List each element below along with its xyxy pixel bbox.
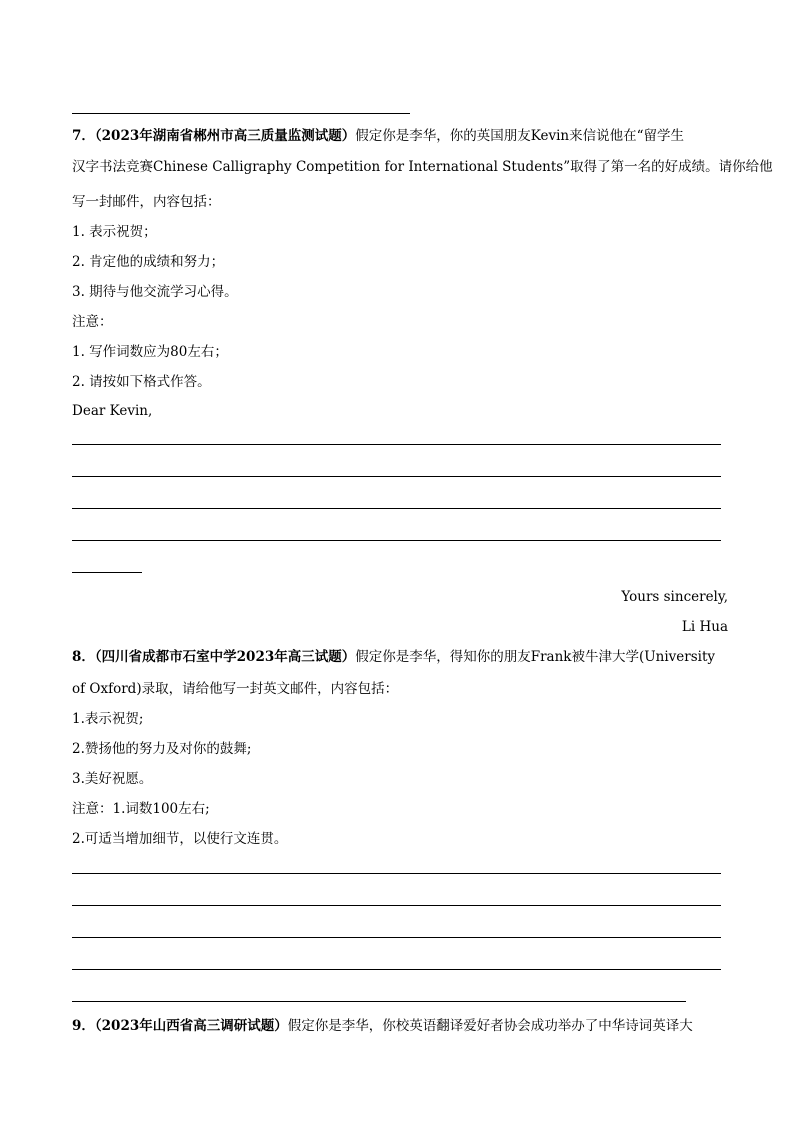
answer-line	[72, 444, 721, 445]
answer-line	[72, 937, 721, 938]
answer-line	[72, 476, 721, 477]
q8-number: 8．	[72, 649, 95, 665]
q8-text-1: 假定你是李华，得知你的朋友Frank被牛津大学(University	[355, 649, 716, 665]
q7-source: （2023年湖南省郴州市高三质量监测试题）	[94, 128, 356, 144]
q9-line-1	[72, 1016, 728, 1036]
q7-closing: Yours sincerely,	[621, 589, 728, 605]
q9-number: 9．	[72, 1018, 95, 1034]
q7-number: 7．	[72, 128, 95, 144]
answer-line	[72, 873, 721, 874]
q9-text-1: 假定你是李华，你校英语翻译爱好者协会成功举办了中华诗词英译大	[287, 1018, 693, 1034]
q7-note-label: 注意：	[72, 314, 113, 330]
q7-line-2: 汉字书法竞赛Chinese Calligraphy Competition for International Students”取得了第一名的好成绩。请你给他	[72, 159, 773, 175]
answer-line	[72, 905, 721, 906]
answer-line	[72, 1001, 686, 1002]
q8-line-1	[72, 647, 728, 667]
q7-point-2: 2. 肯定他的成绩和努力；	[72, 254, 225, 270]
q7-text-1: 假定你是李华，你的英国朋友Kevin来信说他在“留学生	[355, 128, 684, 144]
answer-line	[72, 508, 721, 509]
q8-point-3: 3.美好祝愿。	[72, 771, 153, 787]
answer-line	[72, 540, 721, 541]
q7-line-1	[72, 126, 728, 146]
q7-line-3: 写一封邮件，内容包括：	[72, 194, 221, 210]
answer-line	[72, 572, 142, 573]
q8-line-2: of Oxford)录取，请给他写一封英文邮件，内容包括：	[72, 681, 399, 697]
q7-salutation: Dear Kevin,	[72, 403, 153, 419]
answer-line	[72, 969, 721, 970]
q8-point-2: 2.赞扬他的努力及对你的鼓舞;	[72, 741, 252, 757]
q8-note-2: 2.可适当增加细节，以使行文连贯。	[72, 831, 288, 847]
q8-point-1: 1.表示祝贺;	[72, 711, 144, 727]
q7-point-1: 1. 表示祝贺；	[72, 224, 157, 240]
q7-note-2: 2. 请按如下格式作答。	[72, 374, 211, 390]
q8-note-1: 注意：1.词数100左右;	[72, 801, 210, 817]
answer-line	[72, 113, 410, 114]
q9-source: （2023年山西省高三调研试题）	[94, 1018, 288, 1034]
q8-source: （四川省成都市石室中学2023年高三试题）	[94, 649, 356, 665]
q7-signature: Li Hua	[681, 619, 728, 635]
q7-point-3: 3. 期待与他交流学习心得。	[72, 284, 238, 300]
q7-note-1: 1. 写作词数应为80左右；	[72, 344, 228, 360]
